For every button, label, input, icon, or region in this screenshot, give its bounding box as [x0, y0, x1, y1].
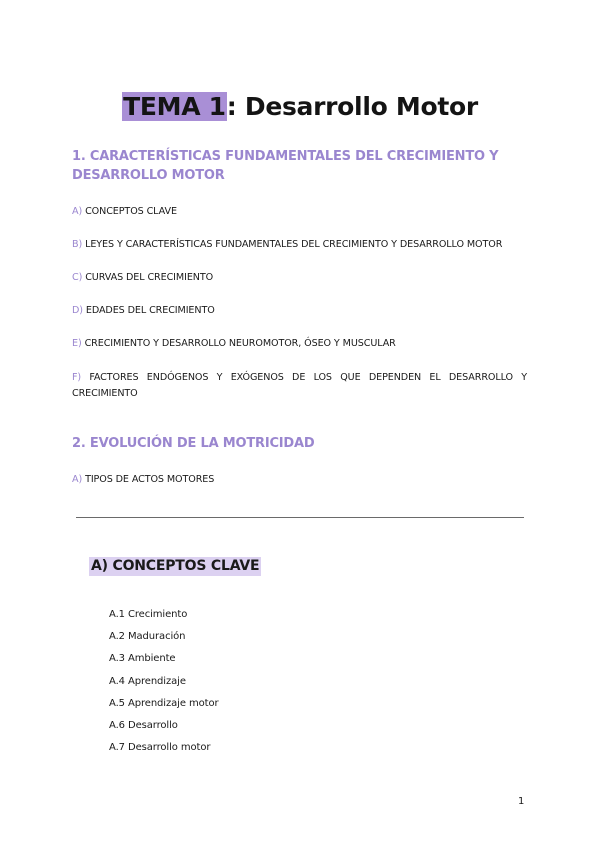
- title-highlight: TEMA 1: [123, 92, 226, 121]
- item-letter: F): [72, 372, 82, 383]
- item-letter: E): [72, 338, 82, 349]
- item-letter: B): [72, 239, 83, 250]
- list-item: [72, 270, 527, 286]
- list-item: [72, 237, 527, 253]
- concept-item: A.3 Ambiente: [109, 653, 176, 665]
- item-text: FACTORES ENDÓGENOS Y EXÓGENOS DE LOS QUE DEPENDEN EL DESARROLLO Y CRECIMIENTO: [72, 372, 527, 399]
- concept-item: A.6 Desarrollo: [109, 720, 178, 732]
- page-title: [0, 92, 600, 121]
- concept-item: A.5 Aprendizaje motor: [109, 697, 219, 709]
- subsection-heading: A) CONCEPTOS CLAVE: [91, 558, 260, 574]
- concept-item: A.4 Aprendizaje: [109, 675, 186, 687]
- divider: [76, 517, 524, 518]
- list-item: [72, 472, 527, 488]
- concept-item: A.7 Desarrollo motor: [109, 742, 211, 754]
- concepts-list: [109, 604, 218, 759]
- item-text: CURVAS DEL CRECIMIENTO: [85, 272, 214, 283]
- title-rest: : Desarrollo Motor: [226, 92, 478, 121]
- page-number: 1: [518, 796, 525, 807]
- item-text: CRECIMIENTO Y DESARROLLO NEUROMOTOR, ÓSEO Y MUSCULAR: [84, 338, 396, 349]
- item-letter: C): [72, 272, 83, 283]
- item-text: CONCEPTOS CLAVE: [85, 206, 177, 217]
- list-item: [72, 303, 527, 319]
- item-text: LEYES Y CARACTERÍSTICAS FUNDAMENTALES DEL CRECIMIENTO Y DESARROLLO MOTOR: [85, 239, 503, 250]
- section-1-heading: 1. CARACTERÍSTICAS FUNDAMENTALES DEL CRECIMIENTO Y DESARROLLO MOTOR: [72, 149, 499, 183]
- item-text: TIPOS DE ACTOS MOTORES: [85, 474, 215, 485]
- item-text: EDADES DEL CRECIMIENTO: [85, 305, 215, 316]
- item-letter: A): [72, 206, 83, 217]
- concept-item: A.1 Crecimiento: [109, 609, 188, 620]
- list-item: [72, 204, 527, 220]
- section-2-heading: 2. EVOLUCIÓN DE LA MOTRICIDAD: [72, 436, 315, 451]
- item-letter: A): [72, 474, 83, 485]
- item-letter: D): [72, 305, 83, 316]
- concept-item: A.2 Maduración: [109, 631, 186, 643]
- list-item: [72, 336, 527, 352]
- list-item: [72, 370, 527, 402]
